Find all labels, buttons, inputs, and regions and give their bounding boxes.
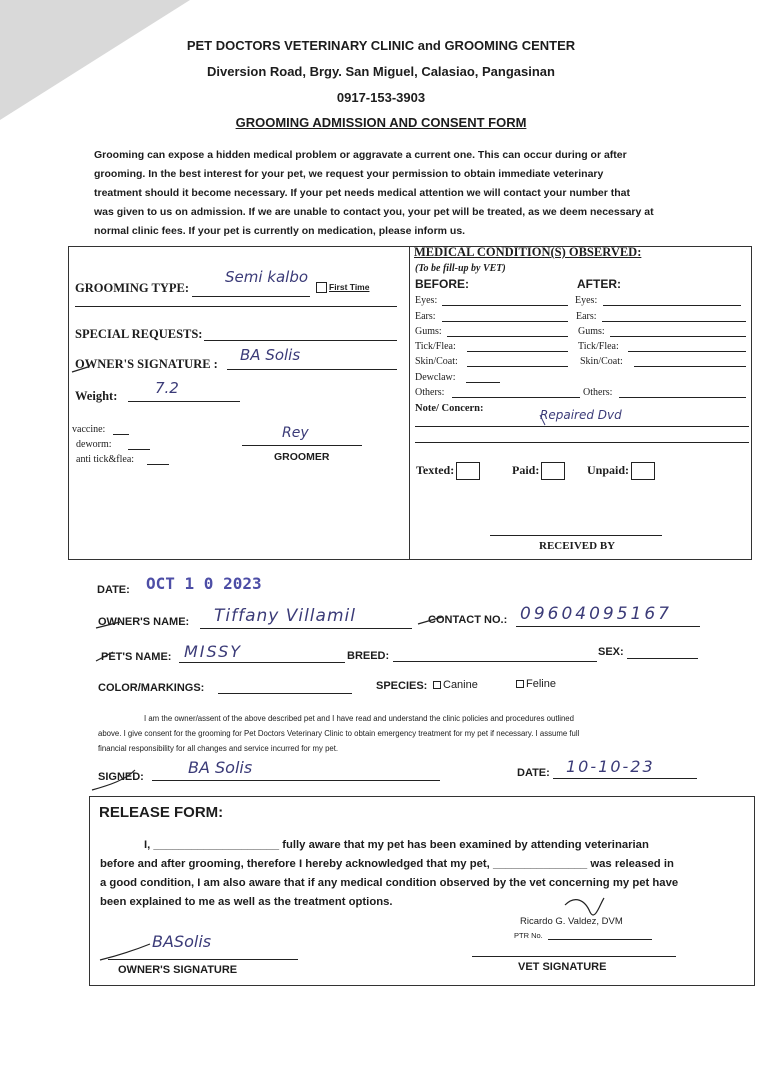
color-label: COLOR/MARKINGS: xyxy=(98,682,205,694)
contact-value[interactable]: 09604095167 xyxy=(520,604,672,624)
breed-label: BREED: xyxy=(347,650,390,662)
form-title: GROOMING ADMISSION AND CONSENT FORM xyxy=(235,115,527,130)
sex-label: SEX: xyxy=(598,646,624,658)
special-requests-label: SPECIAL REQUESTS: xyxy=(75,327,203,341)
date2-value[interactable]: 10-10-23 xyxy=(566,757,655,776)
weight-value[interactable]: 7.2 xyxy=(155,379,179,397)
medical-condition-title: MEDICAL CONDITION(S) OBSERVED: xyxy=(414,245,642,259)
canine-label: Canine xyxy=(443,679,478,691)
intro-line: grooming. In the best interest for your pet, we request your permission to obtain immediate veterinary xyxy=(94,168,604,180)
after-ears-label: Ears: xyxy=(576,311,597,322)
after-skincoat-label: Skin/Coat: xyxy=(580,356,623,367)
consent-line: I am the owner/assent of the above described pet and I have read and understand the clinic policies and procedures outlined xyxy=(144,714,574,723)
before-label: BEFORE: xyxy=(415,277,469,291)
species-label: SPECIES: xyxy=(376,680,428,692)
release-line: before and after grooming, therefore I hereby acknowledged that my pet, _______________ was released in xyxy=(100,858,674,870)
paid-label: Paid: xyxy=(512,462,540,477)
weight-label: Weight: xyxy=(75,389,118,403)
before-gums-label: Gums: xyxy=(415,326,442,337)
grooming-type-label: GROOMING TYPE: xyxy=(75,281,190,295)
consent-line: above. I give consent for the grooming for Pet Doctors Veterinary Clinic to obtain emergency treatment for my pet if necessary. I assume full xyxy=(98,729,580,738)
signed-label: SIGNED: xyxy=(98,771,144,783)
note-value[interactable]: Repaired Dvd xyxy=(540,408,622,422)
after-tickflea-label: Tick/Flea: xyxy=(578,341,619,352)
before-others-label: Others: xyxy=(415,387,445,398)
release-line: I, ____________________ fully aware that my pet has been examined by attending veterinarian xyxy=(144,839,649,851)
clinic-phone: 0917-153-3903 xyxy=(336,90,426,105)
before-eyes-label: Eyes: xyxy=(415,295,438,306)
vet-name: Ricardo G. Valdez, DVM xyxy=(520,916,623,927)
release-line: been explained to me as well as the treatment options. xyxy=(100,896,393,908)
owner-signature-label: OWNER'S SIGNATURE : xyxy=(75,357,218,371)
release-owner-signature-value[interactable]: BASolis xyxy=(152,932,212,951)
after-others-label: Others: xyxy=(583,387,613,398)
date-stamp[interactable]: OCT 1 0 2023 xyxy=(146,574,262,593)
release-line: a good condition, I am also aware that if any medical condition observed by the vet concerning my pet have xyxy=(100,877,679,889)
medical-condition-subtitle: (To be fill-up by VET) xyxy=(415,263,506,274)
release-title: RELEASE FORM: xyxy=(99,804,224,821)
clinic-name: PET DOCTORS VETERINARY CLINIC and GROOMING CENTER xyxy=(186,38,576,53)
consent-line: financial responsibility for all changes and service incurred for my pet. xyxy=(98,744,339,753)
intro-line: treatment should it become necessary. If your pet needs medical attention we will contact your number that xyxy=(94,187,631,199)
after-eyes-label: Eyes: xyxy=(575,295,598,306)
vet-signature-label: VET SIGNATURE xyxy=(518,961,607,973)
before-dewclaw-label: Dewclaw: xyxy=(415,372,456,383)
clinic-address: Diversion Road, Brgy. San Miguel, Calasiao, Pangasinan xyxy=(207,64,555,79)
owner-name-value[interactable]: Tiffany Villamil xyxy=(214,606,356,626)
texted-label: Texted: xyxy=(416,462,455,477)
owner-signature-value[interactable]: BA Solis xyxy=(240,346,301,364)
groomer-label: GROOMER xyxy=(274,451,330,463)
date2-label: DATE: xyxy=(517,767,550,779)
intro-line: Grooming can expose a hidden medical problem or aggravate a current one. This can occur during or after xyxy=(94,149,627,161)
received-by-label: RECEIVED BY xyxy=(539,540,616,552)
note-label: Note/ Concern: xyxy=(415,403,484,414)
deworm-label: deworm: xyxy=(76,439,112,450)
signed-value[interactable]: BA Solis xyxy=(188,758,253,777)
before-ears-label: Ears: xyxy=(415,311,436,322)
before-tickflea-label: Tick/Flea: xyxy=(415,341,456,352)
intro-line: was given to us on admission. If we are unable to contact you, your pet will be treated, as we deem necessary at xyxy=(94,206,654,218)
after-label: AFTER: xyxy=(577,277,621,291)
vaccine-label: vaccine: xyxy=(72,424,106,435)
unpaid-label: Unpaid: xyxy=(587,462,630,477)
antitick-label: anti tick&flea: xyxy=(76,454,135,465)
date-label: DATE: xyxy=(97,584,130,596)
feline-label: Feline xyxy=(526,678,556,690)
after-gums-label: Gums: xyxy=(578,326,605,337)
before-skincoat-label: Skin/Coat: xyxy=(415,356,458,367)
pet-name-label: PET'S NAME: xyxy=(101,651,172,663)
grooming-type-value[interactable]: Semi kalbo xyxy=(225,268,309,286)
groomer-value[interactable]: Rey xyxy=(282,425,309,441)
contact-label: CONTACT NO.: xyxy=(428,614,508,626)
owner-name-label: OWNER'S NAME: xyxy=(98,616,190,628)
intro-line: normal clinic fees. If your pet is currently on medication, please inform us. xyxy=(94,225,466,237)
release-owner-signature-label: OWNER'S SIGNATURE xyxy=(118,964,238,976)
pet-name-value[interactable]: MISSY xyxy=(184,642,243,661)
first-time-label: First Time xyxy=(329,282,370,292)
ptr-label: PTR No. xyxy=(514,931,543,940)
